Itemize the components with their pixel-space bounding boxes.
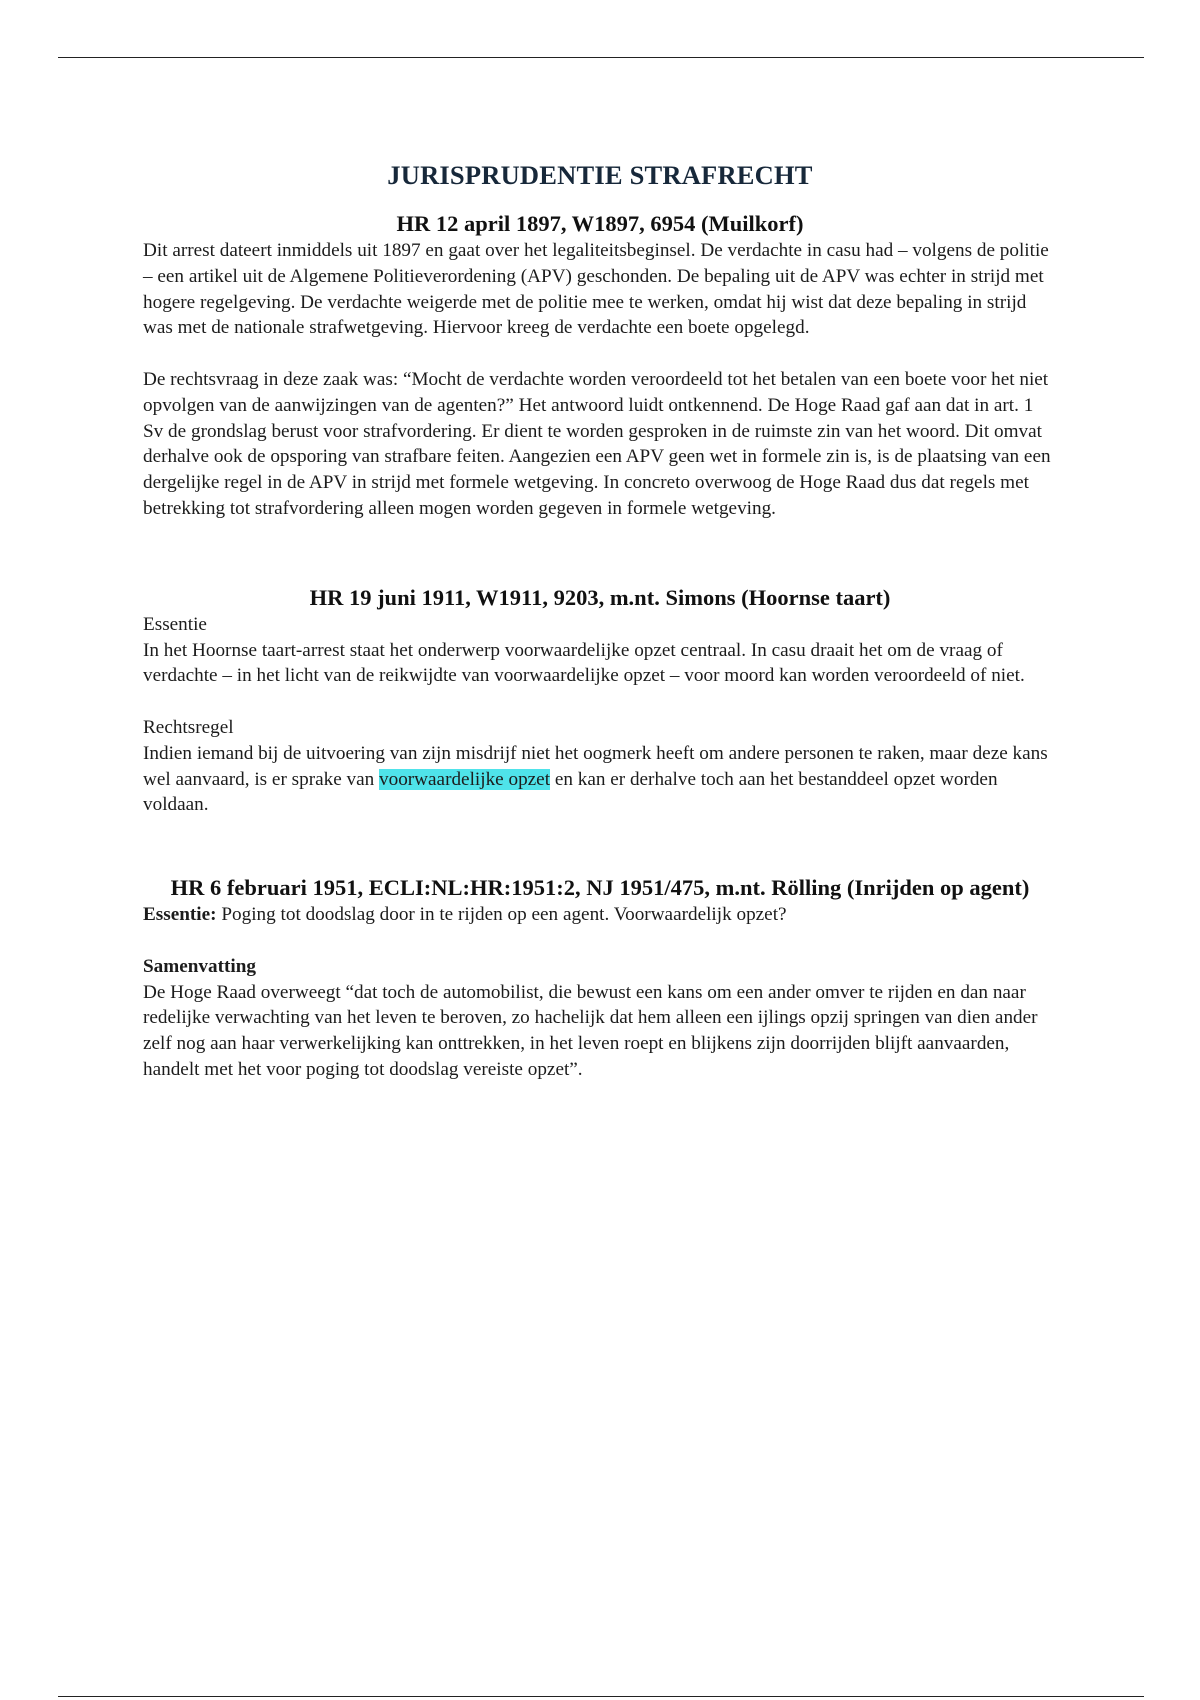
essentie-text: In het Hoornse taart-arrest staat het onderwerp voorwaardelijke opzet centraal. In casu draait het om de vraag of verdachte – in het licht van de reikwijdte van voorwaardelijke opzet – voor moord kan worden veroordeeld of niet. xyxy=(143,639,1025,687)
highlighted-term: voorwaardelijke opzet xyxy=(379,768,551,790)
case-heading: HR 12 april 1897, W1897, 6954 (Muilkorf) xyxy=(396,211,804,236)
case-hoornse-taart xyxy=(143,584,1057,818)
samenvatting-label: Samenvatting xyxy=(143,955,256,977)
case-inrijden-op-agent xyxy=(143,874,1057,1083)
case-paragraph: De rechtsvraag in deze zaak was: “Mocht de verdachte worden veroordeeld tot het betalen van een boete voor het niet opvolgen van de aanwijzingen van de agenten?” Het antwoord luidt ontkennend. De Hoge Raad gaf aan dat in art. 1 Sv de grondslag berust voor strafvordering. Er dient te worden gesproken in de ruimste zin van het woord. Dit omvat derhalve ook de opsporing van strafbare feiten. Aangezien een APV geen wet in formele zin is, is de plaatsing van een dergelijke regel in de APV in strijd met formele wetgeving. In concreto overwoog de Hoge Raad dus dat regels met betrekking tot strafvordering alleen mogen worden gegeven in formele wetgeving. xyxy=(143,368,1051,519)
footer-rule xyxy=(58,1696,1144,1697)
case-heading: HR 19 juni 1911, W1911, 9203, m.nt. Simons (Hoornse taart) xyxy=(309,584,891,610)
case-muilkorf xyxy=(143,210,1057,522)
rechtsregel-text-start: Indien iemand bij de uitvoering van zijn misdrijf niet het oogmerk heeft om andere personen te raken, maar deze kans wel aanvaard, is er sprake van xyxy=(143,742,1048,790)
rechtsregel-block xyxy=(143,715,1057,818)
essentie-label: Essentie xyxy=(143,613,207,635)
essentie-text: Poging tot doodslag door in te rijden op een agent. Voorwaardelijk opzet? xyxy=(216,904,787,926)
case-heading: HR 6 februari 1951, ECLI:NL:HR:1951:2, NJ 1951/475, m.nt. Rölling (Inrijden op agent) xyxy=(170,875,1030,901)
header-rule xyxy=(58,57,1144,58)
samenvatting-block xyxy=(143,954,1057,1083)
essentie-block xyxy=(143,902,1057,928)
essentie-block xyxy=(143,612,1057,689)
case-paragraph: Dit arrest dateert inmiddels uit 1897 en gaat over het legaliteitsbeginsel. De verdachte in casu had – volgens de politie – een artikel uit de Algemene Politieverordening (APV) geschonden. De bepaling uit de APV was echter in strijd met hogere regelgeving. De verdachte weigerde met de politie mee te werken, omdat hij wist dat deze bepaling in strijd was met de nationale strafwetgeving. Hiervoor kreeg de verdachte een boete opgelegd. xyxy=(143,240,1049,339)
rechtsregel-text-end: en kan er derhalve toch aan het bestanddeel opzet worden voldaan. xyxy=(143,768,998,816)
document-title: JURISPRUDENTIE STRAFRECHT xyxy=(387,160,813,190)
document-body xyxy=(143,160,1057,1083)
rechtsregel-label: Rechtsregel xyxy=(143,716,234,738)
samenvatting-text: De Hoge Raad overweegt “dat toch de automobilist, die bewust een kans om een ander omver te rijden en dan naar redelijke verwachting van het leven te beroven, zo hachelijk dat hem alleen een ijlings opzij springen van dien ander zelf nog aan haar verwerkelijking kan onttrekken, in het leven roept en blijkens zijn doorrijden blijft aanvaarden, handelt met het voor poging tot doodslag vereiste opzet”. xyxy=(143,981,1038,1080)
essentie-label: Essentie: xyxy=(143,904,217,926)
